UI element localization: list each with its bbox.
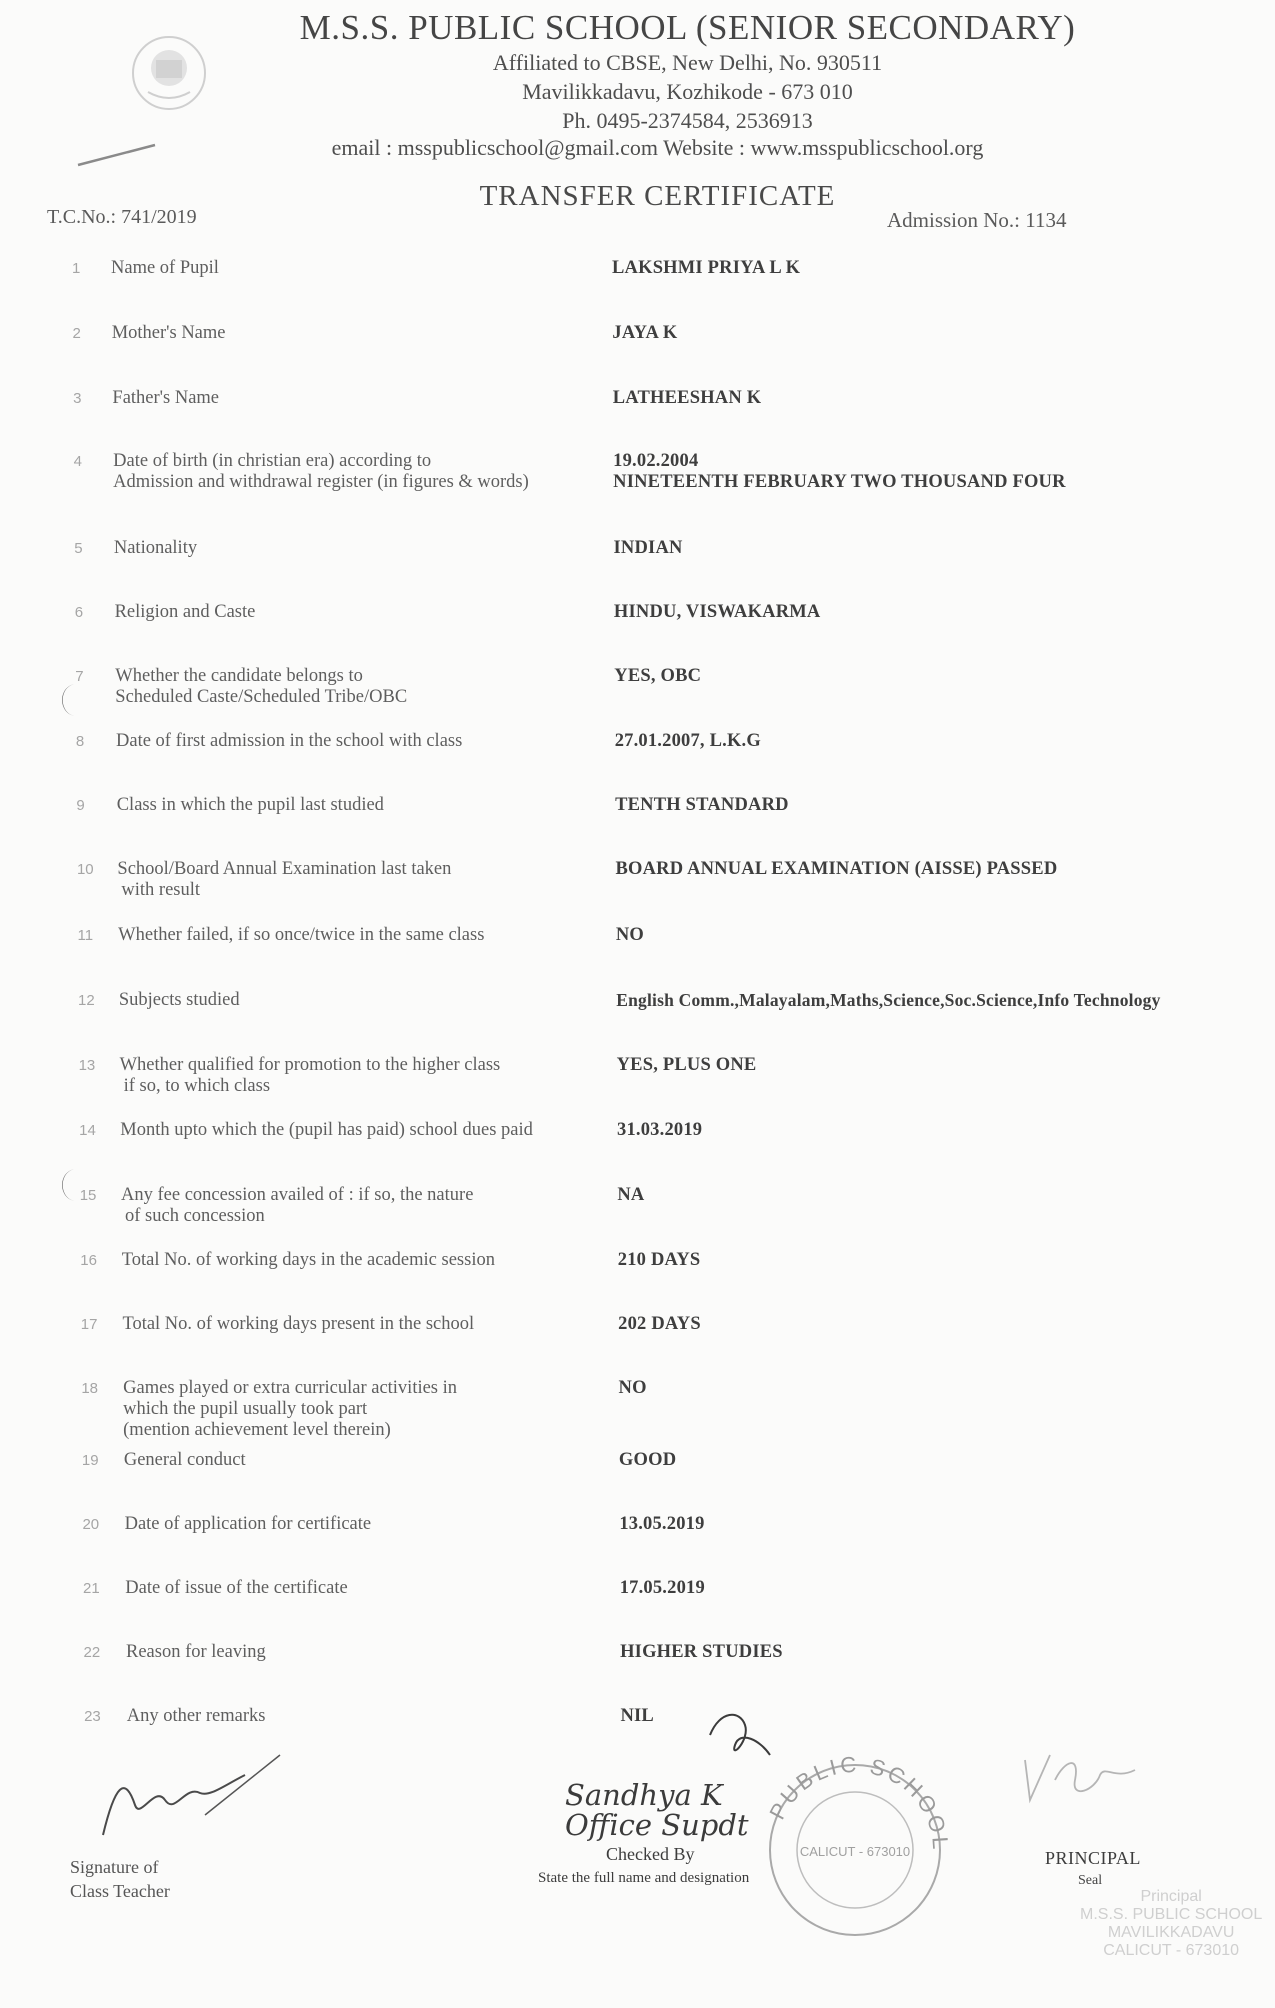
field-label-line: Father's Name bbox=[112, 388, 220, 408]
field-label bbox=[117, 859, 451, 901]
svg-text:PUBLIC SCHOOL bbox=[764, 1752, 953, 1853]
field-label-line: Any other remarks bbox=[126, 1706, 266, 1726]
field-label-line: Date of application for certificate bbox=[124, 1514, 372, 1534]
field-value-line: YES, PLUS ONE bbox=[616, 1055, 757, 1075]
field-value bbox=[615, 795, 789, 816]
punch-hole-mark bbox=[52, 1165, 82, 1205]
school-phone: Ph. 0495-2374584, 2536913 bbox=[562, 108, 813, 133]
field-label bbox=[115, 602, 256, 623]
field-label-line: Whether qualified for promotion to the higher class bbox=[119, 1055, 501, 1075]
checked-by-note: State the full name and designation bbox=[538, 1870, 750, 1886]
field-number: 22 bbox=[83, 1644, 101, 1661]
field-number: 6 bbox=[74, 604, 84, 621]
field-number: 10 bbox=[76, 861, 94, 878]
field-number: 11 bbox=[77, 927, 94, 944]
field-label-line: Class in which the pupil last studied bbox=[116, 795, 384, 815]
field-label-line: School/Board Annual Examination last taken bbox=[117, 859, 452, 879]
tc-number: T.C.No.: 741/2019 bbox=[47, 206, 197, 228]
field-label-line: Nationality bbox=[113, 538, 198, 558]
field-label-line: Name of Pupil bbox=[111, 258, 219, 278]
field-value bbox=[617, 1055, 757, 1076]
field-value-line: 17.05.2019 bbox=[619, 1578, 705, 1598]
field-label-line: of such concession bbox=[125, 1206, 265, 1226]
field-value-line: LATHEESHAN K bbox=[612, 388, 762, 408]
field-value-line: NO bbox=[615, 925, 644, 945]
field-value-line: 210 DAYS bbox=[617, 1250, 701, 1270]
field-label-line: which the pupil usually took part bbox=[123, 1399, 368, 1419]
field-number: 15 bbox=[79, 1187, 97, 1204]
school-address: Mavilikkadavu, Kozhikode - 673 010 bbox=[522, 79, 853, 104]
field-label bbox=[120, 1055, 501, 1097]
field-label bbox=[112, 388, 219, 409]
field-label bbox=[119, 990, 240, 1011]
field-number: 9 bbox=[76, 797, 85, 814]
document-title: TRANSFER CERTIFICATE bbox=[479, 180, 836, 212]
checked-by-label: Checked By bbox=[606, 1844, 695, 1864]
field-value-line: NO bbox=[618, 1378, 647, 1398]
field-value-line: 27.01.2007, L.K.G bbox=[614, 731, 761, 751]
field-number: 7 bbox=[75, 668, 84, 685]
field-value bbox=[615, 859, 1057, 880]
field-label bbox=[118, 925, 484, 946]
field-label bbox=[122, 1250, 495, 1271]
field-label-line: Scheduled Caste/Scheduled Tribe/OBC bbox=[115, 687, 408, 707]
seal-center-text: CALICUT - 673010 bbox=[799, 1844, 911, 1859]
field-number: 12 bbox=[78, 992, 95, 1009]
field-label-line: General conduct bbox=[123, 1450, 246, 1470]
school-contact: email : msspublicschool@gmail.com Website : www.msspublicschool.org bbox=[331, 135, 984, 160]
field-label-line: Whether failed, if so once/twice in the same class bbox=[118, 925, 485, 945]
school-affiliation: Affiliated to CBSE, New Delhi, No. 930511 bbox=[492, 50, 883, 75]
field-label bbox=[114, 538, 197, 559]
field-label bbox=[123, 1378, 457, 1441]
field-label-line: Mother's Name bbox=[111, 323, 226, 343]
field-value bbox=[618, 1250, 701, 1271]
field-value bbox=[616, 990, 1160, 1011]
field-value bbox=[612, 258, 800, 279]
field-label bbox=[126, 1642, 266, 1663]
field-label-line: Date of first admission in the school with class bbox=[116, 731, 463, 751]
field-label bbox=[125, 1514, 372, 1535]
field-value-line: 202 DAYS bbox=[618, 1314, 701, 1334]
field-number: 18 bbox=[81, 1380, 99, 1397]
field-value bbox=[614, 538, 683, 559]
principal-signature bbox=[1005, 1740, 1145, 1820]
admission-number: Admission No.: 1134 bbox=[887, 208, 1067, 232]
field-value bbox=[619, 1378, 647, 1399]
field-number: 2 bbox=[72, 325, 81, 342]
field-label-line: Admission and withdrawal register (in figures & words) bbox=[113, 472, 529, 492]
field-value bbox=[620, 1578, 705, 1599]
field-label-line: Date of birth (in christian era) according to bbox=[113, 451, 432, 471]
class-teacher-label: Signature of Class Teacher bbox=[70, 1857, 170, 1901]
field-number: 21 bbox=[83, 1580, 100, 1597]
office-superintendent-signature: Sandhya K Office Supdt bbox=[565, 1778, 749, 1842]
field-value bbox=[617, 1185, 644, 1206]
punch-hole-mark bbox=[52, 680, 82, 720]
field-label bbox=[125, 1578, 347, 1599]
field-value bbox=[613, 451, 1066, 493]
field-label-line: Reason for leaving bbox=[126, 1642, 266, 1662]
field-value-line: GOOD bbox=[618, 1450, 677, 1470]
field-value-line: HINDU, VISWAKARMA bbox=[613, 602, 821, 622]
principal-label: PRINCIPAL bbox=[1045, 1848, 1141, 1868]
field-value-line: 13.05.2019 bbox=[619, 1514, 705, 1534]
field-number: 8 bbox=[75, 733, 85, 750]
field-value bbox=[620, 1642, 783, 1663]
field-label bbox=[121, 1185, 473, 1227]
field-label bbox=[113, 451, 529, 493]
field-value bbox=[613, 388, 762, 409]
field-label-line: Subjects studied bbox=[118, 990, 240, 1010]
field-label-line: with result bbox=[121, 880, 201, 900]
field-value bbox=[612, 323, 677, 344]
field-number: 20 bbox=[82, 1516, 100, 1533]
field-value bbox=[619, 1450, 676, 1471]
field-value-line: HIGHER STUDIES bbox=[620, 1642, 783, 1662]
field-value bbox=[617, 1120, 702, 1141]
field-label-line: if so, to which class bbox=[123, 1076, 271, 1096]
field-value bbox=[620, 1706, 654, 1727]
field-number: 4 bbox=[73, 453, 82, 470]
field-value bbox=[614, 602, 821, 623]
field-value-line: BOARD ANNUAL EXAMINATION (AISSE) PASSED bbox=[615, 859, 1058, 879]
field-value-line: 19.02.2004 bbox=[613, 451, 699, 471]
field-value-line: LAKSHMI PRIYA L K bbox=[612, 258, 801, 278]
school-seal-stamp bbox=[715, 1740, 975, 1940]
field-label-line: Total No. of working days in the academic session bbox=[121, 1250, 495, 1270]
field-number: 1 bbox=[72, 260, 81, 277]
field-value-line: NA bbox=[617, 1185, 645, 1205]
seal-label: Seal bbox=[1078, 1873, 1103, 1888]
field-value-line: JAYA K bbox=[612, 323, 678, 343]
field-value-line: NINETEENTH FEBRUARY TWO THOUSAND FOUR bbox=[613, 472, 1066, 492]
school-name: M.S.S. PUBLIC SCHOOL (SENIOR SECONDARY) bbox=[299, 8, 1076, 47]
field-label bbox=[120, 1120, 533, 1141]
field-label-line: Religion and Caste bbox=[114, 602, 256, 622]
class-teacher-signature bbox=[85, 1745, 285, 1845]
field-value-line: English Comm.,Malayalam,Maths,Science,Soc.Science,Info Technology bbox=[616, 990, 1161, 1010]
field-label bbox=[115, 666, 407, 708]
field-label-line: (mention achievement level therein) bbox=[123, 1420, 391, 1440]
field-label-line: Date of issue of the certificate bbox=[125, 1578, 348, 1598]
field-label bbox=[127, 1706, 266, 1727]
field-label-line: Games played or extra curricular activities in bbox=[123, 1378, 458, 1398]
field-label bbox=[112, 323, 226, 344]
field-number: 17 bbox=[80, 1316, 98, 1333]
field-label bbox=[122, 1314, 474, 1335]
field-number: 14 bbox=[79, 1122, 96, 1139]
field-value bbox=[614, 666, 701, 687]
field-number: 5 bbox=[74, 540, 83, 557]
field-number: 19 bbox=[81, 1452, 99, 1469]
field-label bbox=[116, 731, 462, 752]
field-value-line: 31.03.2019 bbox=[617, 1120, 703, 1140]
field-value-line: NIL bbox=[620, 1706, 654, 1726]
field-number: 23 bbox=[84, 1708, 101, 1725]
field-value bbox=[619, 1514, 704, 1535]
field-label-line: Any fee concession availed of : if so, the nature bbox=[121, 1185, 474, 1205]
field-label-line: Total No. of working days present in the school bbox=[122, 1314, 475, 1334]
field-number: 3 bbox=[73, 390, 82, 407]
field-value-line: INDIAN bbox=[613, 538, 683, 558]
field-value bbox=[616, 925, 644, 946]
field-value-line: YES, OBC bbox=[614, 666, 702, 686]
field-value bbox=[615, 731, 761, 752]
field-number: 13 bbox=[78, 1057, 96, 1074]
field-value-line: TENTH STANDARD bbox=[615, 795, 789, 815]
field-label-line: Whether the candidate belongs to bbox=[115, 666, 363, 686]
field-value bbox=[618, 1314, 701, 1335]
principal-stamp-text: Principal M.S.S. PUBLIC SCHOOL MAVILIKKADAVU CALICUT - 673010 bbox=[1080, 1888, 1263, 1959]
field-label bbox=[111, 258, 219, 279]
field-number: 16 bbox=[80, 1252, 97, 1269]
letterhead bbox=[0, 8, 1275, 161]
field-label bbox=[124, 1450, 246, 1471]
seal-top-text: PUBLIC SCHOOL bbox=[764, 1751, 954, 1853]
field-label bbox=[117, 795, 384, 816]
field-label-line: Month upto which the (pupil has paid) school dues paid bbox=[120, 1120, 533, 1140]
